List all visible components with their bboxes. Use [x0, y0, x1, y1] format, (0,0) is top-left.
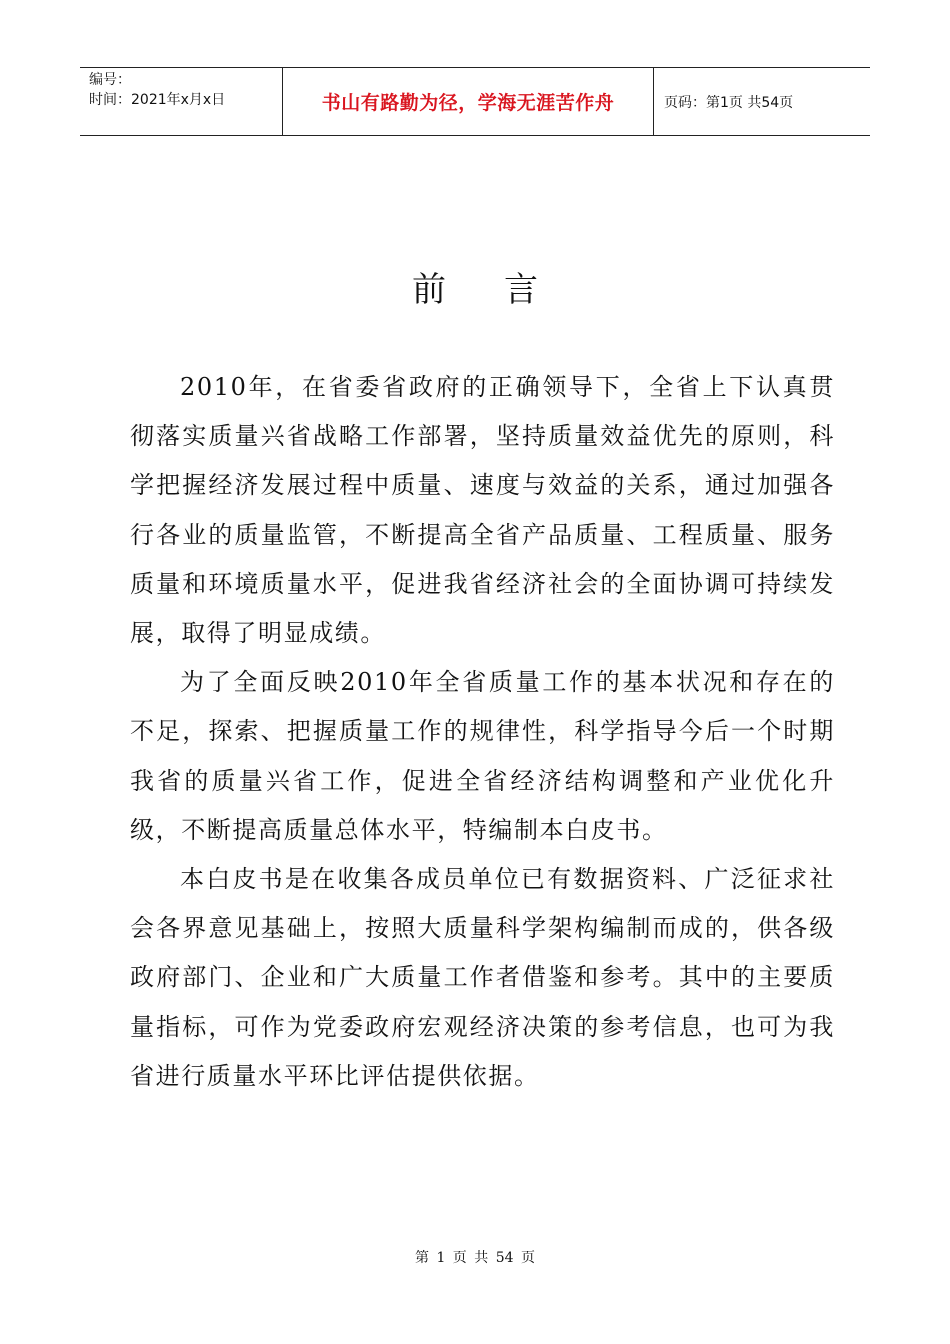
paragraph: 本白皮书是在收集各成员单位已有数据资料、广泛征求社会各界意见基础上，按照大质量科学架构编制而成的，供各级政府部门、企业和广大质量工作者借鉴和参考。其中的主要质量指标，可作为党委政府宏观经济决策的参考信息，也可为我省进行质量水平环比评估提供依据。: [130, 865, 835, 1090]
number-label: 编号：: [89, 72, 131, 88]
document-header: [80, 67, 870, 136]
page-footer: 第 1 页 共 54 页: [415, 1250, 535, 1266]
document-title: 前言: [412, 270, 596, 310]
paragraph: 2010年，在省委省政府的正确领导下，全省上下认真贯彻落实质量兴省战略工作部署，坚持质量效益优先的原则，科学把握经济发展过程中质量、速度与效益的关系，通过加强各行各业的质量监管，不断提高全省产品质量、工程质量、服务质量和环境质量水平，促进我省经济社会的全面协调可持续发展，取得了明显成绩。: [130, 373, 835, 648]
paragraph: 为了全面反映2010年全省质量工作的基本状况和存在的不足，探索、把握质量工作的规律性，科学指导今后一个时期我省的质量兴省工作，促进全省经济结构调整和产业优化升级，不断提高质量总体水平，特编制本白皮书。: [130, 668, 835, 844]
time-label: 时间：2021年x月x日: [89, 92, 226, 108]
document-body: [130, 363, 835, 1101]
page-info: 页码：第1页 共54页: [664, 94, 794, 111]
header-meta: [80, 68, 282, 135]
motto-text: 书山有路勤为径，学海无涯苦作舟: [282, 68, 654, 135]
